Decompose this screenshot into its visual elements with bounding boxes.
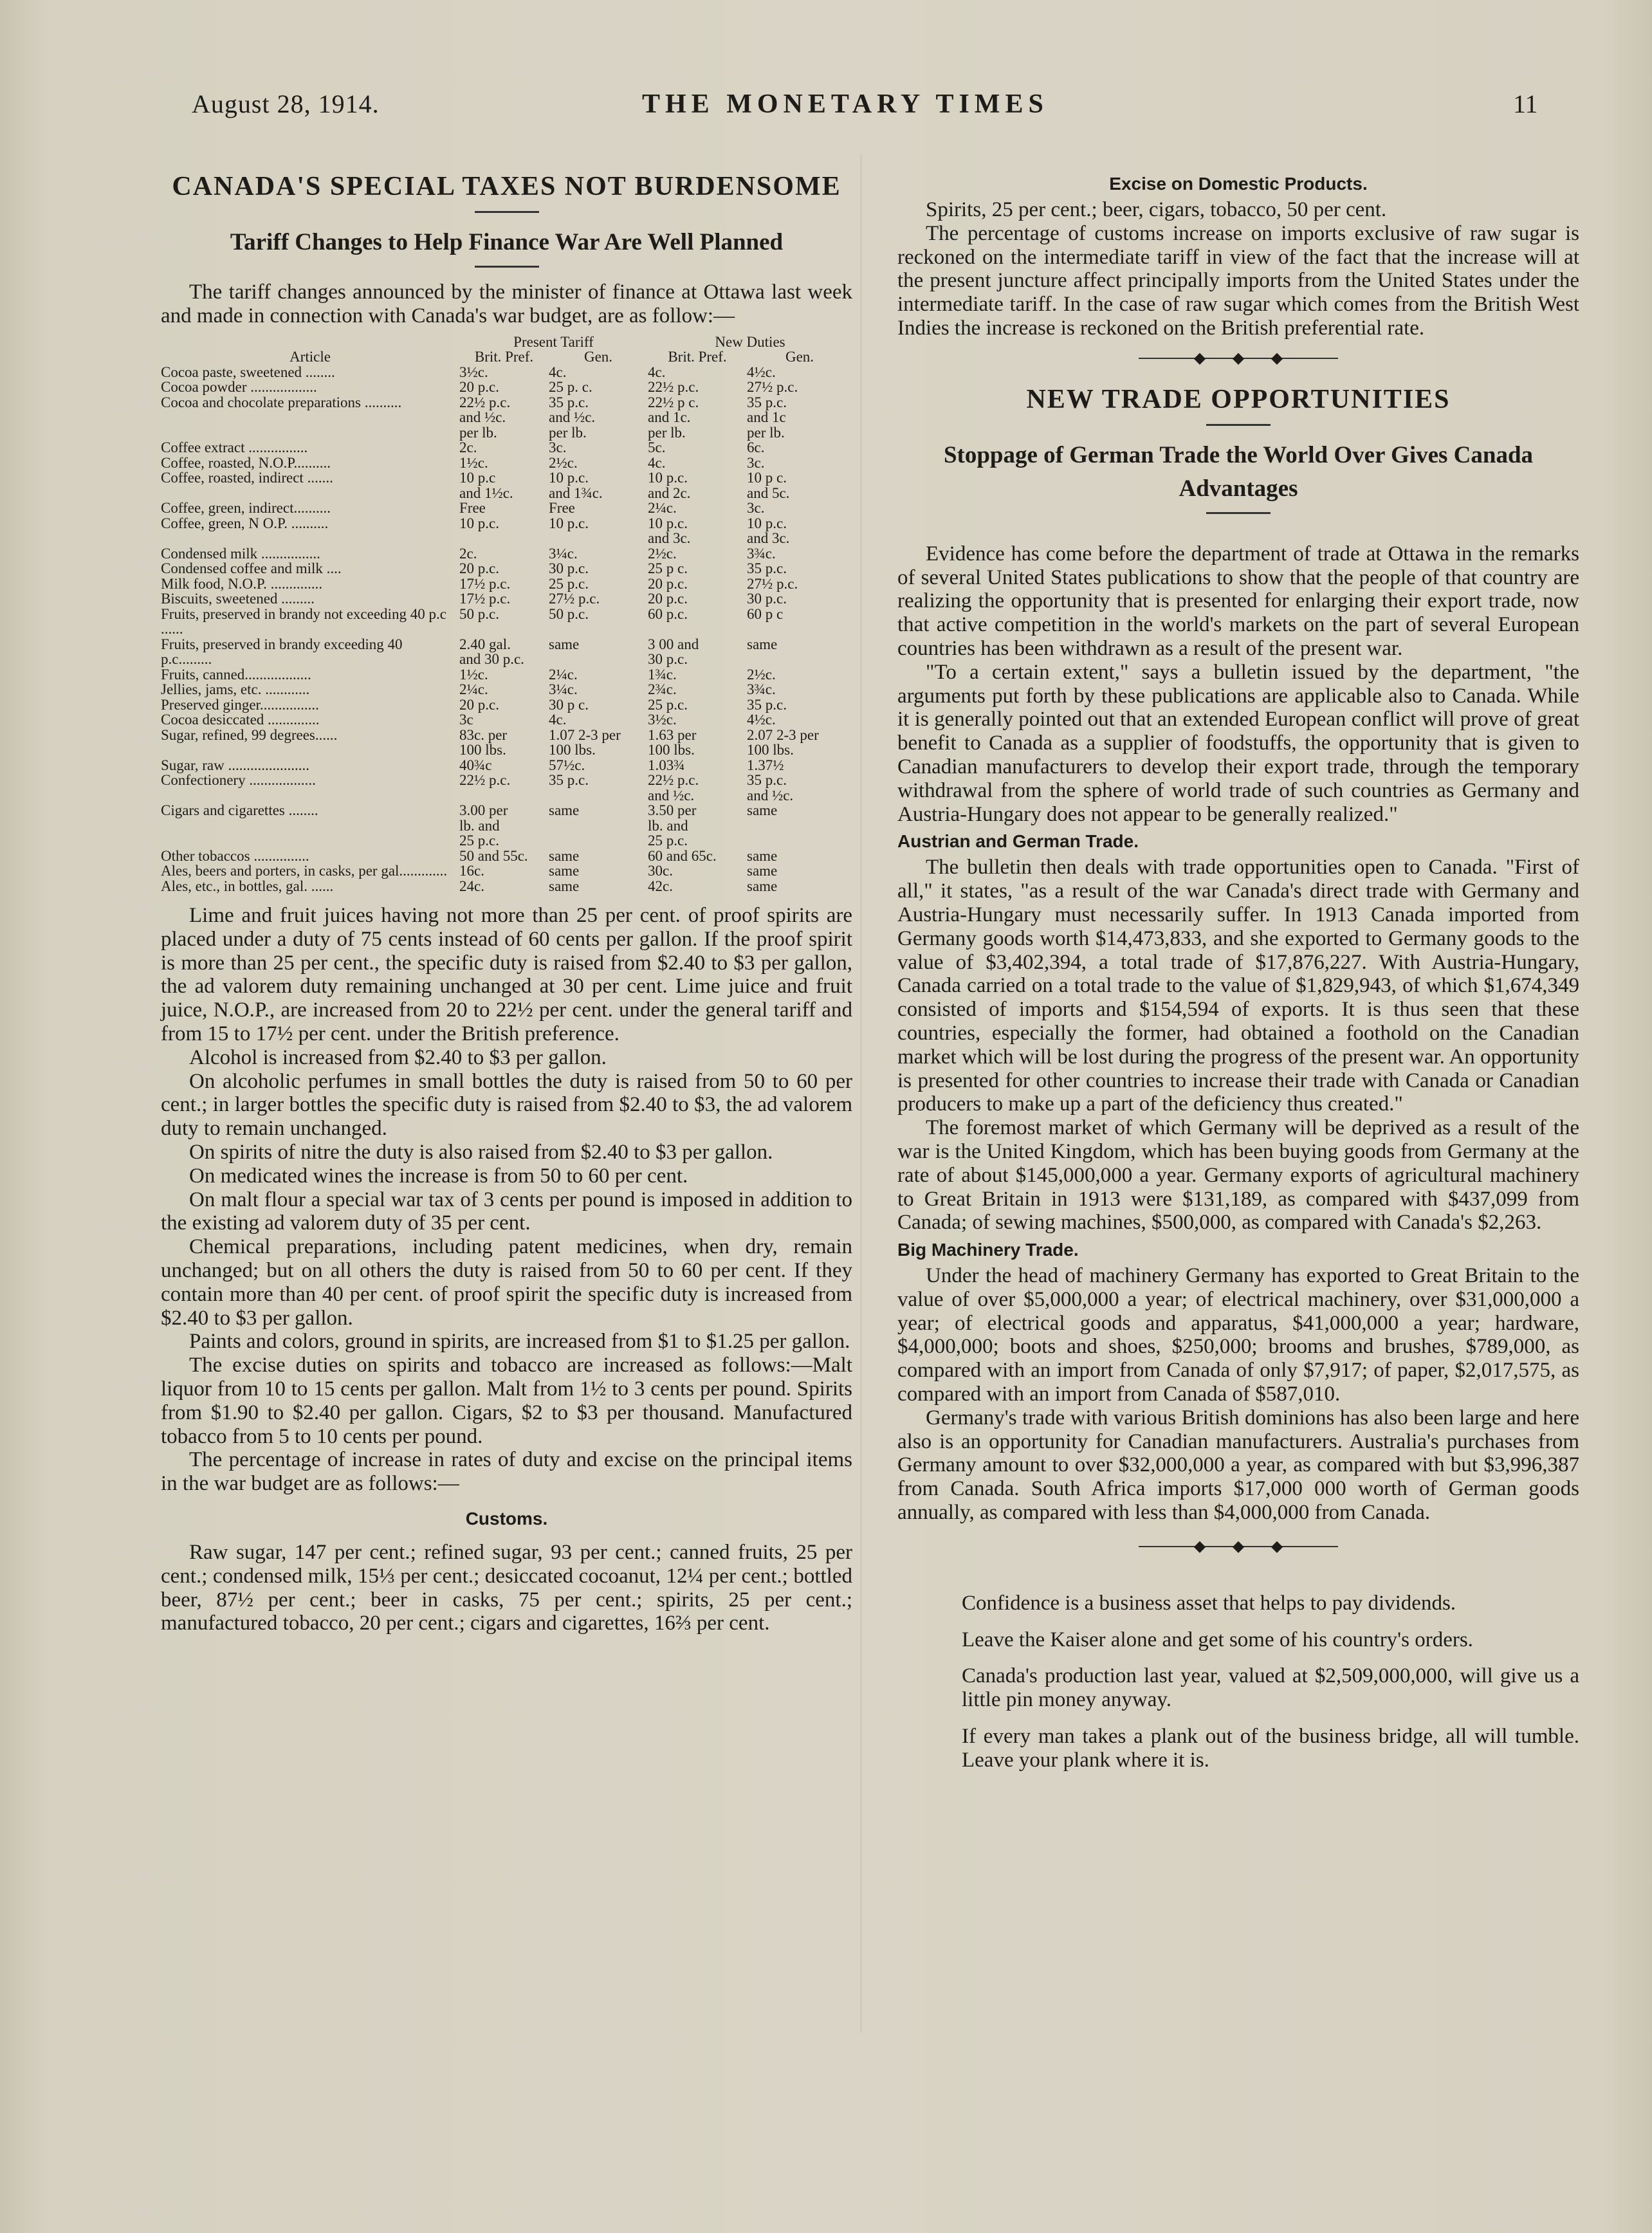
table-cell-article: Milk food, N.O.P. .............. bbox=[161, 575, 323, 592]
table-cell-present-brit: 50 p.c. bbox=[459, 605, 499, 622]
table-cell-new-brit: 20 p.c. bbox=[648, 591, 688, 607]
divider bbox=[475, 266, 539, 268]
table-cell-present-brit: 3½c. bbox=[459, 363, 488, 380]
table-cell-present-brit: 17½ p.c. bbox=[459, 591, 511, 607]
table-cell-article: Coffee, roasted, indirect ....... bbox=[161, 470, 333, 486]
ornament-divider bbox=[897, 349, 1579, 367]
table-cell-article: Condensed milk ................ bbox=[161, 545, 320, 562]
table-cell-new-gen: same bbox=[747, 802, 778, 819]
table-row bbox=[161, 712, 852, 728]
table-cell-present-brit: 50 and 55c. bbox=[459, 847, 528, 864]
table-cell-present-gen: 50 p.c. bbox=[549, 605, 589, 622]
table-cell-new-brit: 3 00 and 30 p.c. bbox=[648, 636, 699, 668]
table-cell-present-brit: 10 p.c and 1½c. bbox=[459, 470, 513, 501]
table-group-present: Present Tariff bbox=[513, 333, 594, 350]
body-paragraph: On spirits of nitre the duty is also raised from $2.40 to $3 per gallon. bbox=[189, 1141, 773, 1164]
table-cell-new-gen: 6c. bbox=[747, 439, 765, 456]
table-cell-present-gen: 3¼c. bbox=[549, 681, 578, 698]
table-header-spacer bbox=[161, 335, 459, 350]
table-cell-article: Preserved ginger................ bbox=[161, 696, 319, 713]
table-cell-present-brit: 24c. bbox=[459, 878, 484, 894]
table-row bbox=[161, 516, 852, 546]
body-paragraph: The percentage of increase in rates of duty and excise on the principal items in the war budget are as follows:— bbox=[161, 1448, 852, 1496]
table-cell-present-brit: 83c. per 100 lbs. bbox=[459, 726, 508, 758]
table-cell-new-brit: 3½c. bbox=[648, 712, 677, 728]
table-cell-new-brit: 2½c. bbox=[648, 545, 677, 562]
table-cell-present-gen: 2¼c. bbox=[549, 666, 578, 683]
table-cell-new-gen: same bbox=[747, 847, 778, 864]
table-cell-new-gen: 60 p c bbox=[747, 605, 784, 622]
diamond-ornament-icon: ◆ bbox=[1193, 1538, 1206, 1555]
table-col-gen-present: Gen. bbox=[583, 349, 613, 365]
table-cell-article: Ales, etc., in bottles, gal. ...... bbox=[161, 878, 334, 894]
table-cell-new-gen: same bbox=[747, 863, 778, 879]
table-cell-present-brit: 3.00 per lb. and 25 p.c. bbox=[459, 802, 508, 849]
table-cell-present-gen: same bbox=[549, 847, 580, 864]
divider bbox=[475, 211, 539, 213]
body-paragraph: On alcoholic perfumes in small bottles the duty is raised from 50 to 60 per cent.; in larger bottles the specific duty is raised from $2.40 to $3, the ad valorem duty to remain unchanged. bbox=[161, 1069, 852, 1141]
body-paragraph: On malt flour a special war tax of 3 cents per pound is imposed in addition to the existing ad valorem duty of 35 per cent. bbox=[161, 1188, 852, 1235]
body-paragraph: Evidence has come before the department of trade at Ottawa in the remarks of several United States publications to show that the people of that country are realizing the opportunity that is presented for enlarging their export trade, now that active competition in the world's markets on the part of several European countries has been withdrawn as a result of the present war. bbox=[897, 542, 1579, 660]
table-row bbox=[161, 395, 852, 441]
table-cell-present-brit: 40¾c bbox=[459, 757, 492, 773]
table-cell-new-gen: 3c. bbox=[747, 454, 765, 471]
table-cell-present-gen: 57½c. bbox=[549, 757, 585, 773]
table-cell-present-brit: 16c. bbox=[459, 863, 484, 879]
table-cell-present-brit: 22½ p.c. and ½c. per lb. bbox=[459, 394, 511, 441]
divider bbox=[1206, 424, 1271, 426]
table-cell-present-gen: 35 p.c. and ½c. per lb. bbox=[549, 394, 596, 441]
table-col-brit-present: Brit. Pref. bbox=[474, 349, 534, 365]
table-row bbox=[161, 501, 852, 516]
table-row bbox=[161, 849, 852, 864]
table-row bbox=[161, 879, 852, 894]
article-headline: CANADA'S SPECIAL TAXES NOT BURDENSOME bbox=[172, 172, 841, 201]
table-row bbox=[161, 607, 852, 637]
table-row bbox=[161, 546, 852, 562]
table-cell-article: Condensed coffee and milk .... bbox=[161, 560, 342, 577]
table-cell-new-brit: 10 p.c. and 2c. bbox=[648, 470, 691, 501]
filler-item: Confidence is a business asset that helps to pay dividends. bbox=[962, 1591, 1456, 1615]
table-cell-new-brit: 22½ p.c. and ½c. bbox=[648, 772, 699, 804]
left-column bbox=[161, 169, 852, 1635]
machinery-trade-heading: Big Machinery Trade. bbox=[897, 1240, 1079, 1260]
table-group-new: New Duties bbox=[715, 333, 785, 350]
table-row bbox=[161, 470, 852, 501]
table-cell-present-brit: 2¼c. bbox=[459, 681, 488, 698]
article-headline: NEW TRADE OPPORTUNITIES bbox=[1026, 384, 1451, 414]
table-row bbox=[161, 697, 852, 713]
table-row bbox=[161, 591, 852, 607]
table-cell-article: Fruits, preserved in brandy exceeding 40 p.c......... bbox=[161, 636, 403, 668]
table-cell-article: Sugar, refined, 99 degrees...... bbox=[161, 726, 338, 743]
table-cell-present-brit: 1½c. bbox=[459, 666, 488, 683]
table-cell-new-brit: 10 p.c. and 3c. bbox=[648, 515, 691, 547]
table-cell-new-brit: 2¾c. bbox=[648, 681, 677, 698]
ornament-divider bbox=[897, 1540, 1579, 1553]
diamond-ornament-icon: ◆ bbox=[1193, 349, 1206, 367]
body-paragraph: Germany's trade with various British dominions has also been large and here also is an opportunity for Canadian manufacturers. Australia's purchases from Germany amount to over $32,000,000 a year, as compared with but $3,996,387 from Canada. South Africa imports $17,000 000 worth of German goods annually, as compared with less than $4,000,000 from Canada. bbox=[897, 1406, 1579, 1525]
table-cell-present-brit: 1½c. bbox=[459, 454, 488, 471]
table-cell-article: Ales, beers and porters, in casks, per gal............. bbox=[161, 863, 448, 879]
customs-heading: Customs. bbox=[465, 1509, 548, 1529]
body-paragraph: Chemical preparations, including patent medicines, when dry, remain unchanged; but on all others the duty is raised from 50 to 60 per cent. If they contain more than 40 per cent. of proof spirit the specific duty is increased from $2.40 to $3 per gallon. bbox=[161, 1235, 852, 1330]
body-paragraph: Paints and colors, ground in spirits, are increased from $1 to $1.25 per gallon. bbox=[189, 1330, 850, 1354]
table-cell-present-brit: 22½ p.c. bbox=[459, 772, 511, 789]
table-cell-present-gen: same bbox=[549, 636, 580, 652]
body-paragraph: Lime and fruit juices having not more than 25 per cent. of proof spirits are placed under a duty of 75 cents instead of 60 cents per gallon. If the proof spirit is more than 25 per cent., the specific duty is raised from $2.40 to $3 per gallon, the ad valorem duty remaining unchanged at 30 per cent. Lime juice and fruit juice, N.O.P., are increased from 20 to 22½ per cent. under the general tariff and from 15 to 17½ per cent. under the British preference. bbox=[161, 904, 852, 1046]
table-cell-new-gen: 3¾c. bbox=[747, 545, 776, 562]
table-cell-present-brit: 2.40 gal. and 30 p.c. bbox=[459, 636, 524, 668]
table-cell-new-brit: 42c. bbox=[648, 878, 673, 894]
filler-item: If every man takes a plank out of the business bridge, all will tumble. Leave your plank where it is. bbox=[962, 1725, 1579, 1772]
page-number: 11 bbox=[1513, 89, 1538, 118]
issue-date: August 28, 1914. bbox=[192, 89, 380, 118]
excise-heading: Excise on Domestic Products. bbox=[1109, 174, 1368, 194]
table-cell-new-brit: 60 p.c. bbox=[648, 605, 688, 622]
table-col-article: Article bbox=[289, 349, 331, 365]
body-paragraph: On medicated wines the increase is from 50 to 60 per cent. bbox=[189, 1164, 688, 1188]
table-cell-new-brit: 4c. bbox=[648, 454, 666, 471]
table-row bbox=[161, 455, 852, 471]
table-cell-new-gen: 10 p.c. and 3c. bbox=[747, 515, 790, 547]
table-cell-present-brit: 2c. bbox=[459, 439, 477, 456]
table-cell-new-gen: same bbox=[747, 878, 778, 894]
table-cell-present-brit: 20 p.c. bbox=[459, 560, 499, 577]
diamond-ornament-icon: ◆ bbox=[1271, 349, 1283, 367]
table-row bbox=[161, 728, 852, 758]
table-cell-new-gen: 27½ p.c. bbox=[747, 379, 798, 396]
table-cell-present-gen: 4c. bbox=[549, 712, 567, 728]
table-cell-present-gen: Free bbox=[549, 500, 575, 517]
table-cell-new-brit: 2¼c. bbox=[648, 500, 677, 517]
table-cell-present-gen: same bbox=[549, 802, 580, 819]
table-cell-article: Coffee, roasted, N.O.P.......... bbox=[161, 454, 331, 471]
table-cell-present-gen: 35 p.c. bbox=[549, 772, 589, 789]
table-cell-present-gen: 27½ p.c. bbox=[549, 591, 600, 607]
table-cell-new-brit: 1.63 per 100 lbs. bbox=[648, 726, 697, 758]
table-row bbox=[161, 365, 852, 380]
body-paragraph: The excise duties on spirits and tobacco are increased as follows:—Malt liquor from 10 to 15 cents per gallon. Malt from 1½ to 3 cents per pound. Spirits from $1.90 to $2.40 per gallon. Cigars, $2 to $3 per thousand. Manufactured tobacco from 5 to 10 cents per pound. bbox=[161, 1354, 852, 1448]
body-paragraph: "To a certain extent," says a bulletin issued by the department, "the arguments put forth by these publications are applicable also to Canada. While it is generally pointed out that an extended European conflict will prove of great benefit to Canada as a supplier of foodstuffs, the opportunity that is given to Canadian manufacturers to develop their export trade, through the temporary withdrawal from the sphere of world trade of such countries as Germany and Austria-Hungary does not appear to be generally realized." bbox=[897, 660, 1579, 826]
table-cell-new-brit: 25 p c. bbox=[648, 560, 688, 577]
table-cell-new-gen: 10 p c. and 5c. bbox=[747, 470, 790, 501]
table-cell-new-gen: 2.07 2-3 per 100 lbs. bbox=[747, 726, 819, 758]
table-cell-present-gen: 25 p.c. bbox=[549, 575, 589, 592]
table-cell-present-gen: 25 p. c. bbox=[549, 379, 592, 396]
table-cell-article: Fruits, preserved in brandy not exceeding 40 p.c ...... bbox=[161, 605, 446, 638]
excise-paragraph: The percentage of customs increase on imports exclusive of raw sugar is reckoned on the intermediate tariff in view of the fact that the increase will at the present juncture affect principally imports from the United States under the intermediate tariff. In the case of raw sugar which comes from the British West Indies the increase is reckoned on the British preferential rate. bbox=[897, 221, 1579, 340]
table-cell-article: Coffee extract ................ bbox=[161, 439, 308, 456]
table-cell-article: Fruits, canned.................. bbox=[161, 666, 311, 683]
table-cell-present-gen: 30 p.c. bbox=[549, 560, 589, 577]
body-paragraph: The foremost market of which Germany will be deprived as a result of the war is the United Kingdom, which has been buying goods from Germany at the rate of about $145,000,000 a year. Germany exports of agricultural machinery to Great Britain in 1913 were $131,189, as compared with $437,099 from Canada; of sewing machines, $500,000, as compared with Canada's $2,263. bbox=[897, 1116, 1579, 1235]
right-column bbox=[897, 169, 1579, 1785]
austrian-trade-heading: Austrian and German Trade. bbox=[897, 831, 1139, 852]
table-cell-new-gen: 35 p.c. and ½c. bbox=[747, 772, 794, 804]
tariff-table-body bbox=[161, 365, 852, 894]
table-cell-new-brit: 22½ p c. and 1c. per lb. bbox=[648, 394, 699, 441]
tariff-table bbox=[161, 335, 852, 894]
table-cell-new-brit: 4c. bbox=[648, 363, 666, 380]
table-cell-new-brit: 1.03¾ bbox=[648, 757, 685, 773]
table-cell-present-brit: 20 p.c. bbox=[459, 379, 499, 396]
table-cell-new-gen: 35 p.c. bbox=[747, 696, 787, 713]
table-cell-new-gen: 27½ p.c. bbox=[747, 575, 798, 592]
table-cell-new-gen: same bbox=[747, 636, 778, 652]
table-cell-article: Coffee, green, indirect.......... bbox=[161, 500, 331, 517]
table-cell-new-gen: 30 p.c. bbox=[747, 591, 787, 607]
customs-paragraph: Raw sugar, 147 per cent.; refined sugar, 93 per cent.; canned fruits, 25 per cent.; condensed milk, 15⅓ per cent.; desiccated cocoanut, 12¼ per cent.; bottled beer, 87½ per cent.; beer in casks, 75 per cent.; spirits, 25 per cent.; manufactured tobacco, 20 per cent.; cigars and cigarettes, 16⅔ per cent. bbox=[161, 1541, 852, 1635]
table-row bbox=[161, 561, 852, 576]
table-cell-article: Cigars and cigarettes ........ bbox=[161, 802, 318, 819]
intro-paragraph: The tariff changes announced by the minister of finance at Ottawa last week and made in connection with Canada's war budget, are as follow:— bbox=[161, 280, 852, 327]
filler-items bbox=[897, 1592, 1579, 1772]
table-cell-new-gen: 4½c. bbox=[747, 363, 776, 380]
body-paragraph: The bulletin then deals with trade opportunities open to Canada. "First of all," it states, "as a result of the war Canada's direct trade with Germany and Austria-Hungary must necessarily suffer. In 1913 Canada imported from Germany goods worth $14,473,833, and she exported to Germany goods to the value of $3,402,394, a total trade of $17,876,227. With Austria-Hungary, Canada carried on a total trade to the value of $1,829,943, of which $1,674,349 consisted of imports and $154,594 of exports. It is thus seen that these countries, especially the former, had obtained a foothold on the Canadian market which will be lost during the progress of the present war. An opportunity is presented for other countries to increase their trade with Canada or Canadian producers to make up a part of the deficiency thus created." bbox=[897, 856, 1579, 1116]
table-row bbox=[161, 440, 852, 455]
table-col-brit-new: Brit. Pref. bbox=[668, 349, 727, 365]
divider bbox=[1206, 512, 1271, 514]
table-col-gen-new: Gen. bbox=[785, 349, 814, 365]
table-cell-present-gen: same bbox=[549, 863, 580, 879]
table-cell-present-gen: same bbox=[549, 878, 580, 894]
table-cell-article: Biscuits, sweetened ......... bbox=[161, 591, 315, 607]
table-cell-present-gen: 3c. bbox=[549, 439, 567, 456]
article-subheadline: Stoppage of German Trade the World Over Gives Canada Advantages bbox=[943, 441, 1534, 502]
table-cell-present-brit: 2c. bbox=[459, 545, 477, 562]
masthead-title: THE MONETARY TIMES bbox=[642, 89, 1049, 119]
table-cell-new-gen: 35 p.c. bbox=[747, 560, 787, 577]
table-cell-present-gen: 30 p c. bbox=[549, 696, 589, 713]
table-cell-present-brit: 17½ p.c. bbox=[459, 575, 511, 592]
table-row bbox=[161, 380, 852, 395]
table-row bbox=[161, 758, 852, 773]
table-cell-article: Confectionery .................. bbox=[161, 772, 316, 789]
table-cell-new-brit: 5c. bbox=[648, 439, 666, 456]
table-cell-present-gen: 3¼c. bbox=[549, 545, 578, 562]
table-cell-present-gen: 10 p.c. and 1¾c. bbox=[549, 470, 603, 501]
table-row bbox=[161, 863, 852, 879]
table-cell-article: Sugar, raw ...................... bbox=[161, 757, 309, 773]
table-cell-new-gen: 4½c. bbox=[747, 712, 776, 728]
table-cell-new-gen: 1.37½ bbox=[747, 757, 784, 773]
table-cell-new-brit: 1¾c. bbox=[648, 666, 677, 683]
table-cell-present-brit: 20 p.c. bbox=[459, 696, 499, 713]
table-cell-present-gen: 2½c. bbox=[549, 454, 578, 471]
table-cell-article: Cocoa paste, sweetened ........ bbox=[161, 363, 335, 380]
table-cell-new-brit: 25 p.c. bbox=[648, 696, 688, 713]
column-gutter bbox=[860, 154, 862, 2033]
article-subheadline: Tariff Changes to Help Finance War Are Well Planned bbox=[230, 229, 784, 255]
table-cell-new-brit: 60 and 65c. bbox=[648, 847, 717, 864]
table-cell-new-gen: 35 p.c. and 1c per lb. bbox=[747, 394, 787, 441]
table-cell-new-brit: 30c. bbox=[648, 863, 673, 879]
table-row bbox=[161, 667, 852, 683]
table-row bbox=[161, 773, 852, 803]
table-cell-article: Other tobaccos ............... bbox=[161, 847, 309, 864]
table-cell-article: Jellies, jams, etc. ............ bbox=[161, 681, 310, 698]
table-cell-article: Cocoa powder .................. bbox=[161, 379, 317, 396]
filler-item: Canada's production last year, valued at $2,509,000,000, will give us a little pin money anyway. bbox=[962, 1664, 1579, 1712]
body-paragraph: Alcohol is increased from $2.40 to $3 per gallon. bbox=[189, 1045, 607, 1069]
table-cell-present-gen: 10 p.c. bbox=[549, 515, 589, 531]
diamond-ornament-icon: ◆ bbox=[1232, 349, 1245, 367]
table-cell-present-gen: 1.07 2-3 per 100 lbs. bbox=[549, 726, 621, 758]
table-cell-present-brit: Free bbox=[459, 500, 486, 517]
table-row bbox=[161, 803, 852, 849]
excise-rates: Spirits, 25 per cent.; beer, cigars, tobacco, 50 per cent. bbox=[926, 198, 1387, 221]
filler-item: Leave the Kaiser alone and get some of his country's orders. bbox=[962, 1628, 1473, 1651]
table-cell-article: Cocoa desiccated .............. bbox=[161, 712, 320, 728]
table-row bbox=[161, 682, 852, 697]
diamond-ornament-icon: ◆ bbox=[1271, 1538, 1283, 1555]
table-cell-new-brit: 22½ p.c. bbox=[648, 379, 699, 396]
diamond-ornament-icon: ◆ bbox=[1232, 1538, 1245, 1555]
table-cell-article: Coffee, green, N O.P. .......... bbox=[161, 515, 329, 531]
table-cell-new-gen: 3¾c. bbox=[747, 681, 776, 698]
table-cell-present-gen: 4c. bbox=[549, 363, 567, 380]
table-row bbox=[161, 576, 852, 592]
table-cell-new-brit: 3.50 per lb. and 25 p.c. bbox=[648, 802, 697, 849]
body-paragraph: Under the head of machinery Germany has exported to Great Britain to the value of over $5,000,000 a year; of electrical machinery, over $31,000,000 a year; of electrical goods and apparatus, $41,000,000 a year; hardware, $4,000,000; boots and shoes, $250,000; brooms and brushes, $789,000, as compared with an import from Canada of only $7,917; of paper, $2,017,575, as compared with an import from Canada of $587,010. bbox=[897, 1264, 1579, 1406]
table-cell-present-brit: 10 p.c. bbox=[459, 515, 499, 531]
table-cell-present-brit: 3c bbox=[459, 712, 473, 728]
table-cell-new-gen: 2½c. bbox=[747, 666, 776, 683]
table-cell-new-gen: 3c. bbox=[747, 500, 765, 517]
table-cell-article: Cocoa and chocolate preparations .......... bbox=[161, 394, 402, 410]
table-row bbox=[161, 637, 852, 667]
table-cell-new-brit: 20 p.c. bbox=[648, 575, 688, 592]
